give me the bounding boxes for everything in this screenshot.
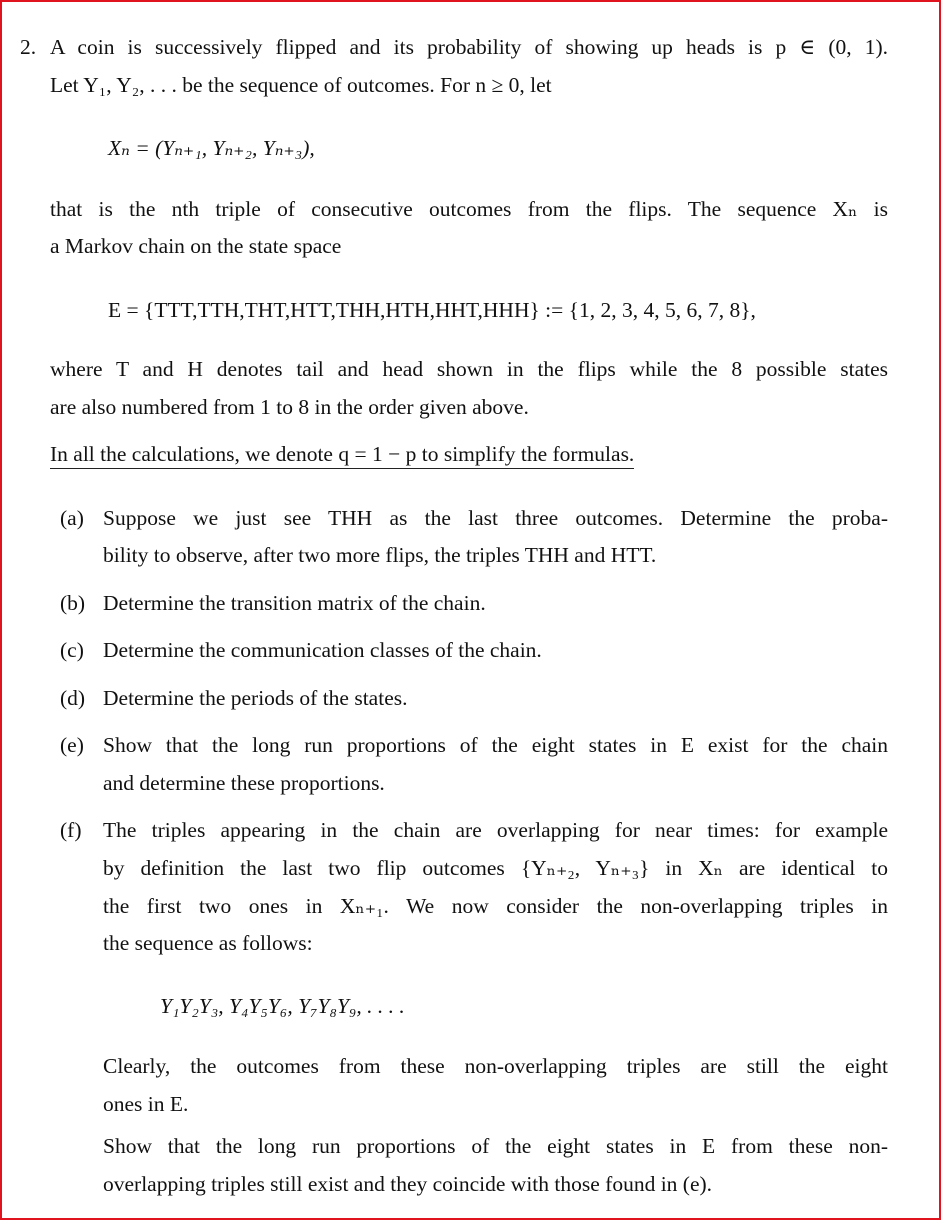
part-a-line-2: bility to observe, after two more flips, the triples THH and HTT. bbox=[103, 543, 657, 567]
notation-underlined: In all the calculations, we denote q = 1 − p to simplify the formulas. bbox=[50, 442, 634, 469]
part-c-label: (c) bbox=[60, 638, 84, 662]
part-e-line-1: Show that the long run proportions of the eight states in E exist for the chain bbox=[103, 733, 888, 757]
state-space-equation: E = {TTT,TTH,THT,HTT,THH,HTH,HHT,HHH} := {1, 2, 3, 4, 5, 6, 7, 8}, bbox=[108, 298, 756, 322]
part-f-line-6: ones in E. bbox=[103, 1092, 189, 1116]
where-line-1: where T and H denotes tail and head shown in the flips while the 8 possible states bbox=[50, 357, 888, 381]
part-f-label: (f) bbox=[60, 818, 82, 842]
part-f-line-7: Show that the long run proportions of the eight states in E from these non- bbox=[103, 1134, 888, 1158]
part-a-label: (a) bbox=[60, 506, 84, 530]
part-f-line-4: the sequence as follows: bbox=[103, 931, 313, 955]
markov-line-1: that is the nth triple of consecutive outcomes from the flips. The sequence Xₙ is bbox=[50, 197, 888, 221]
problem-number: 2. bbox=[20, 35, 37, 59]
part-b-line-1: Determine the transition matrix of the chain. bbox=[103, 591, 486, 615]
part-f-line-5: Clearly, the outcomes from these non-overlapping triples are still the eight bbox=[103, 1054, 888, 1078]
part-f-line-8: overlapping triples still exist and they coincide with those found in (e). bbox=[103, 1172, 713, 1196]
part-f-line-3: the first two ones in Xₙ₊₁. We now consider the non-overlapping triples in bbox=[103, 894, 888, 918]
part-e-label: (e) bbox=[60, 733, 84, 757]
part-d-line-1: Determine the periods of the states. bbox=[103, 686, 408, 710]
part-a-line-1: Suppose we just see THH as the last three outcomes. Determine the proba- bbox=[103, 506, 888, 530]
part-b-label: (b) bbox=[60, 591, 86, 615]
part-f-line-2: by definition the last two flip outcomes {Yₙ₊₂, Yₙ₊₃} in Xₙ are identical to bbox=[103, 856, 888, 880]
markov-line-2: a Markov chain on the state space bbox=[50, 234, 342, 258]
intro-line-2: Let Y₁, Y₂, . . . be the sequence of outcomes. For n ≥ 0, let bbox=[50, 73, 552, 97]
non-overlapping-triples: Y₁Y₂Y₃, Y₄Y₅Y₆, Y₇Y₈Y₉, . . . . bbox=[160, 994, 405, 1018]
part-c-line-1: Determine the communication classes of the chain. bbox=[103, 638, 542, 662]
notation-line bbox=[50, 435, 634, 473]
intro-line-1: A coin is successively flipped and its probability of showing up heads is p ∈ (0, 1). bbox=[50, 35, 888, 59]
part-f-line-1: The triples appearing in the chain are overlapping for near times: for example bbox=[103, 818, 888, 842]
where-line-2: are also numbered from 1 to 8 in the order given above. bbox=[50, 395, 529, 419]
part-e-line-2: and determine these proportions. bbox=[103, 771, 385, 795]
part-d-label: (d) bbox=[60, 686, 86, 710]
xn-definition: Xₙ = (Yₙ₊₁, Yₙ₊₂, Yₙ₊₃), bbox=[108, 136, 315, 160]
